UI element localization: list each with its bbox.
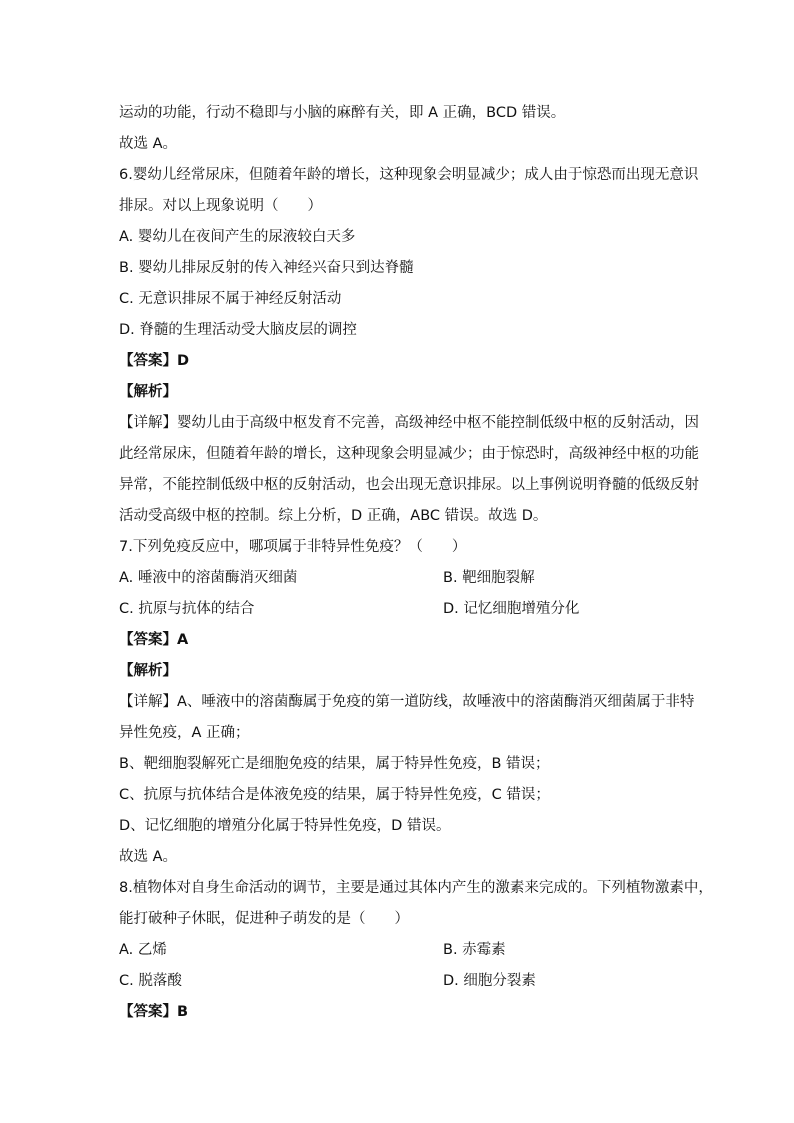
question-7-detail: D、记忆细胞的增殖分化属于特异性免疫，D 错误。 xyxy=(119,818,451,834)
question-6-option-a: A. 婴幼儿在夜间产生的尿液较白天多 xyxy=(119,229,356,245)
question-6-stem: 6.婴幼儿经常尿床，但随着年龄的增长，这种现象会明显减少；成人由于惊恐而出现无意识 xyxy=(119,167,699,183)
question-7-detail: 异性免疫，A 正确； xyxy=(119,725,250,741)
question-8-options-row xyxy=(119,940,704,960)
text-line: 运动的功能，行动不稳即与小脑的麻醉有关，即 A 正确，BCD 错误。 xyxy=(119,105,566,121)
question-7-options-row xyxy=(119,568,704,588)
question-7-detail: C、抗原与抗体结合是体液免疫的结果，属于特异性免疫，C 错误； xyxy=(119,787,550,803)
question-6-option-b: B. 婴幼儿排尿反射的传入神经兴奋只到达脊髓 xyxy=(119,260,414,276)
question-7-analysis: 【解析】 xyxy=(119,663,177,679)
question-7-detail: B、靶细胞裂解死亡是细胞免疫的结果，属于特异性免疫，B 错误； xyxy=(119,756,550,772)
question-6-option-c: C. 无意识排尿不属于神经反射活动 xyxy=(119,291,342,307)
question-7-options-row xyxy=(119,599,704,619)
question-6-stem: 排尿。对以上现象说明（ ） xyxy=(119,198,322,214)
question-8-stem: 8.植物体对自身生命活动的调节，主要是通过其体内产生的激素来完成的。下列植物激素中， xyxy=(119,880,713,896)
question-8-stem: 能打破种子休眠，促进种子萌发的是（ ） xyxy=(119,911,409,927)
question-7-option-a: A. 唾液中的溶菌酶消灭细菌 xyxy=(119,570,298,586)
question-6-detail: 活动受高级中枢的控制。综上分析，D 正确，ABC 错误。故选 D。 xyxy=(119,508,548,524)
question-7-option-b: B. 靶细胞裂解 xyxy=(443,570,535,586)
question-6-option-d: D. 脊髓的生理活动受大脑皮层的调控 xyxy=(119,322,357,338)
question-7-option-c: C. 抗原与抗体的结合 xyxy=(119,601,255,617)
question-6-detail: 【详解】婴幼儿由于高级中枢发育不完善，高级神经中枢不能控制低级中枢的反射活动，因 xyxy=(119,415,699,431)
question-8-option-b: B. 赤霉素 xyxy=(443,942,506,958)
question-7-conclusion: 故选 A。 xyxy=(119,849,178,865)
question-8-option-d: D. 细胞分裂素 xyxy=(443,973,536,989)
question-7-stem: 7.下列免疫反应中，哪项属于非特异性免疫？（ ） xyxy=(119,539,467,555)
question-8-options-row xyxy=(119,971,704,991)
question-6-detail: 此经常尿床，但随着年龄的增长，这种现象会明显减少；由于惊恐时，高级神经中枢的功能 xyxy=(119,446,699,462)
question-6-detail: 异常，不能控制低级中枢的反射活动，也会出现无意识排尿。以上事例说明脊髓的低级反射 xyxy=(119,477,699,493)
question-8-answer: 【答案】B xyxy=(119,1004,189,1020)
question-7-answer: 【答案】A xyxy=(119,632,189,648)
question-7-detail: 【详解】A、唾液中的溶菌酶属于免疫的第一道防线，故唾液中的溶菌酶消灭细菌属于非特 xyxy=(119,694,695,710)
question-6-answer: 【答案】D xyxy=(119,353,190,369)
text-line: 故选 A。 xyxy=(119,136,178,152)
question-6-analysis: 【解析】 xyxy=(119,384,177,400)
question-8-option-c: C. 脱落酸 xyxy=(119,973,182,989)
question-7-option-d: D. 记忆细胞增殖分化 xyxy=(443,601,580,617)
question-8-option-a: A. 乙烯 xyxy=(119,942,167,958)
